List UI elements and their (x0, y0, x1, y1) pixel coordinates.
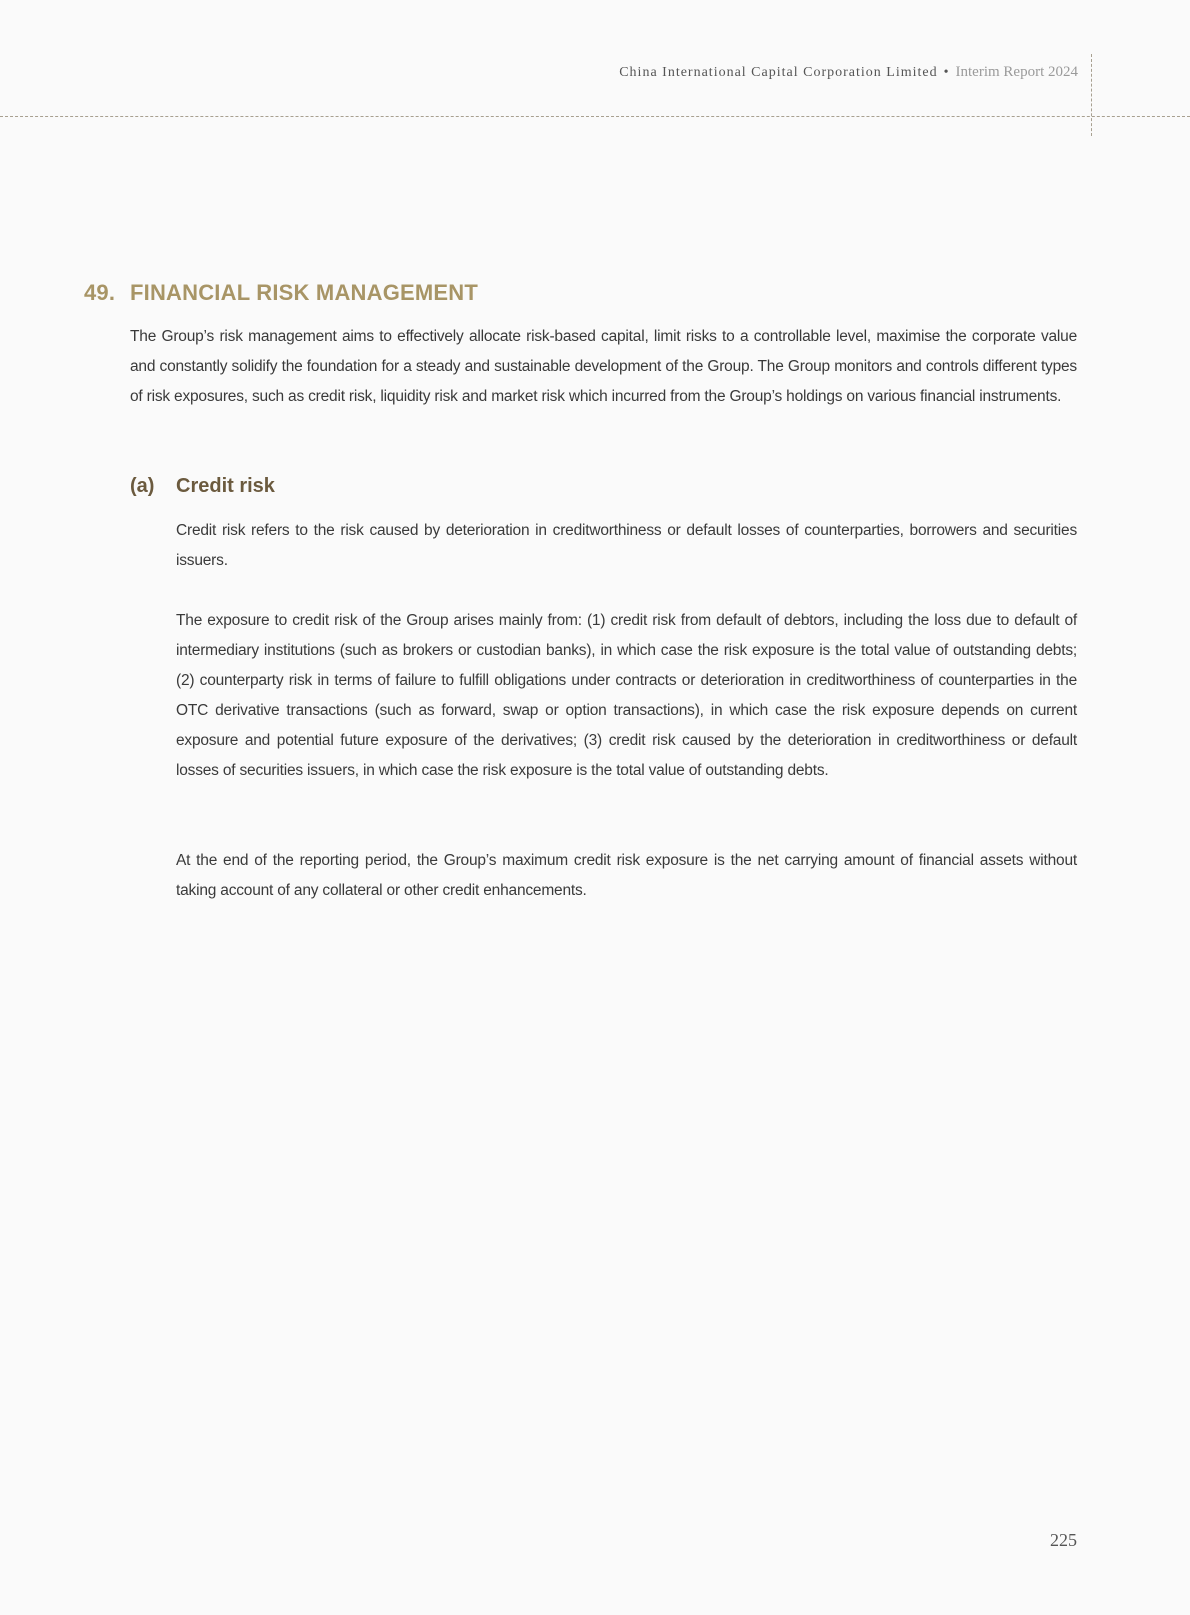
section-number: 49. (84, 280, 116, 305)
header-vertical-dashed-rule (1091, 54, 1092, 136)
report-name: Interim Report 2024 (955, 64, 1078, 80)
section-title: FINANCIAL RISK MANAGEMENT (130, 280, 479, 305)
section-heading (84, 280, 478, 306)
credit-risk-paragraph-1: Credit risk refers to the risk caused by deterioration in creditworthiness or default losses of counterparties, borrowers and securities issuers. (176, 522, 1077, 569)
running-header (619, 64, 1078, 81)
subsection-label: (a) (130, 475, 155, 497)
header-dashed-rule (0, 116, 1190, 117)
credit-risk-paragraph-2: The exposure to credit risk of the Group arises mainly from: (1) credit risk from default of debtors, including the loss due to default of intermediary institutions (such as brokers or custodian banks), in which case the risk exposure is the total value of outstanding debts; (2) counterparty risk in terms of failure to fulfill obligations under contracts or deterioration in creditworthiness of counterparties in the OTC derivative transactions (such as forward, swap or option transactions), in which case the risk exposure depends on current exposure and potential future exposure of the derivatives; (3) credit risk caused by the deterioration in creditworthiness or default losses of securities issuers, in which case the risk exposure is the total value of outstanding debts. (176, 612, 1077, 779)
intro-paragraph: The Group’s risk management aims to effectively allocate risk-based capital, limit risks to a controllable level, maximise the corporate value and constantly solidify the foundation for a steady and sustainable development of the Group. The Group monitors and controls different types of risk exposures, such as credit risk, liquidity risk and market risk which incurred from the Group’s holdings on various financial instruments. (130, 328, 1077, 405)
page-number: 225 (1050, 1530, 1077, 1550)
subsection-title: Credit risk (176, 475, 275, 497)
credit-risk-paragraph-3: At the end of the reporting period, the Group’s maximum credit risk exposure is the net carrying amount of financial assets without taking account of any collateral or other credit enhancements. (176, 852, 1077, 899)
separator-dot: • (943, 65, 950, 80)
subsection-heading (130, 475, 275, 498)
company-name: China International Capital Corporation Limited (619, 65, 938, 80)
